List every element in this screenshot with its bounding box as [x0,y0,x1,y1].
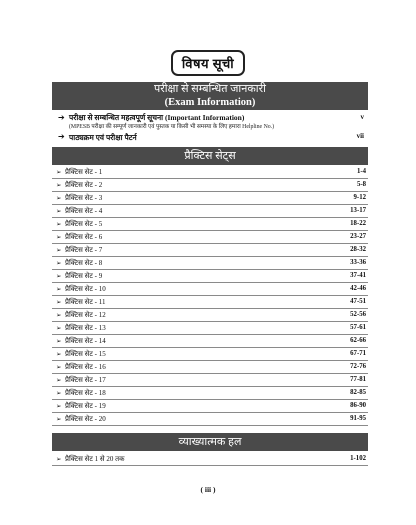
toc-row-label: प्रैक्टिस सेट - 15 [65,350,106,358]
info-item-title: परीक्षा से सम्बन्धित महत्वपूर्ण सूचना (Important Information) [69,113,245,122]
toc-row-practice-set-4[interactable] [52,206,368,218]
toc-row-pages: 23-27 [350,233,366,240]
arrow-icon: ➢ [56,338,62,345]
toc-row-pages: 1-4 [356,168,366,175]
page-title: विषय सूची [171,50,245,76]
toc-row-pages: 1-102 [350,455,366,462]
toc-row-pages: 42-46 [350,285,366,292]
info-item-title: पाठ्यक्रम एवं परीक्षा पैटर्न [69,133,137,142]
info-item-page: vii [356,132,364,140]
toc-row-pages: 28-32 [350,246,366,253]
arrow-icon: ➢ [56,273,62,280]
toc-row-pages: 91-95 [350,415,366,422]
practice-sets-heading: प्रैक्टिस सेट्स [52,147,368,165]
toc-row-pages: 33-36 [350,259,366,266]
arrow-icon: ➢ [56,351,62,358]
toc-row-practice-set-14[interactable] [52,336,368,348]
arrow-icon: ➢ [56,456,62,463]
exam-info-heading: परीक्षा से सम्बन्धित जानकारी [153,83,266,95]
toc-row-label: प्रैक्टिस सेट - 18 [65,389,106,397]
toc-row-label: प्रैक्टिस सेट - 4 [65,207,103,215]
exam-info-heading-banner [52,82,368,110]
toc-row-practice-set-5[interactable] [52,219,368,231]
toc-row-practice-set-16[interactable] [52,362,368,374]
arrow-icon: ➢ [56,312,62,319]
toc-row-pages: 5-8 [356,181,366,188]
toc-row-practice-set-9[interactable] [52,271,368,283]
arrow-icon: ➢ [56,325,62,332]
toc-row-practice-set-7[interactable] [52,245,368,257]
toc-row-label: प्रैक्टिस सेट - 13 [65,324,106,332]
toc-row-practice-set-19[interactable] [52,401,368,413]
toc-row-label: प्रैक्टिस सेट - 17 [65,376,106,384]
toc-row-practice-set-18[interactable] [52,388,368,400]
toc-row-practice-set-2[interactable] [52,180,368,192]
toc-row-practice-set-10[interactable] [52,284,368,296]
toc-row-pages: 72-76 [350,363,366,370]
arrow-icon: ➢ [56,169,62,176]
toc-row-pages: 86-90 [350,402,366,409]
arrow-right-icon: ➔ [58,132,65,141]
toc-row-practice-set-15[interactable] [52,349,368,361]
toc-row-practice-set-3[interactable] [52,193,368,205]
toc-row-label: प्रैक्टिस सेट - 2 [65,181,103,189]
explanation-heading: व्याख्यात्मक हल [52,433,368,451]
toc-row-pages: 47-51 [350,298,366,305]
toc-row-practice-set-1[interactable] [52,167,368,179]
toc-row-label: प्रैक्टिस सेट 1 से 20 तक [65,455,125,463]
arrow-icon: ➢ [56,416,62,423]
arrow-icon: ➢ [56,390,62,397]
toc-row-pages: 18-22 [350,220,366,227]
arrow-icon: ➢ [56,182,62,189]
info-item-syllabus[interactable] [52,132,368,144]
toc-row-pages: 77-81 [350,376,366,383]
toc-row-label: प्रैक्टिस सेट - 11 [65,298,106,306]
toc-row-label: प्रैक्टिस सेट - 5 [65,220,103,228]
toc-row-practice-set-12[interactable] [52,310,368,322]
arrow-icon: ➢ [56,377,62,384]
toc-row-pages: 9-12 [353,194,366,201]
toc-row-pages: 62-66 [350,337,366,344]
arrow-right-icon: ➔ [58,113,65,122]
arrow-icon: ➢ [56,299,62,306]
arrow-icon: ➢ [56,260,62,267]
toc-row-label: प्रैक्टिस सेट - 6 [65,233,103,241]
toc-row-label: प्रैक्टिस सेट - 19 [65,402,106,410]
arrow-icon: ➢ [56,208,62,215]
arrow-icon: ➢ [56,221,62,228]
toc-row-practice-set-13[interactable] [52,323,368,335]
info-item-note: (MPESB परीक्षा की सम्पूर्ण जानकारी एवं पुस्तक या किसी भी समस्या के लिए हमारा Helpline No.) [69,124,275,130]
arrow-icon: ➢ [56,286,62,293]
arrow-icon: ➢ [56,403,62,410]
arrow-icon: ➢ [56,195,62,202]
arrow-icon: ➢ [56,247,62,254]
toc-row-label: प्रैक्टिस सेट - 1 [65,168,103,176]
toc-row-label: प्रैक्टिस सेट - 16 [65,363,106,371]
toc-row-practice-set-20[interactable] [52,414,368,426]
toc-row-pages: 37-41 [350,272,366,279]
toc-row-pages: 57-61 [350,324,366,331]
exam-info-heading-english: (Exam Information) [164,97,256,108]
toc-row-pages: 82-85 [350,389,366,396]
info-item-page: v [360,113,364,121]
toc-row-label: प्रैक्टिस सेट - 20 [65,415,106,423]
toc-row-pages: 52-56 [350,311,366,318]
toc-row-label: प्रैक्टिस सेट - 14 [65,337,106,345]
page-number: ( iii ) [200,485,216,494]
toc-row-practice-set-8[interactable] [52,258,368,270]
toc-row-practice-set-17[interactable] [52,375,368,387]
toc-row-practice-set-11[interactable] [52,297,368,309]
toc-row-pages: 67-71 [350,350,366,357]
toc-row-practice-set-6[interactable] [52,232,368,244]
toc-row-label: प्रैक्टिस सेट - 3 [65,194,103,202]
toc-row-label: प्रैक्टिस सेट - 10 [65,285,106,293]
toc-row-label: प्रैक्टिस सेट - 7 [65,246,103,254]
toc-row-explanations[interactable] [52,454,368,466]
toc-row-label: प्रैक्टिस सेट - 9 [65,272,103,280]
toc-row-label: प्रैक्टिस सेट - 12 [65,311,106,319]
arrow-icon: ➢ [56,234,62,241]
arrow-icon: ➢ [56,364,62,371]
toc-row-pages: 13-17 [350,207,366,214]
toc-row-label: प्रैक्टिस सेट - 8 [65,259,103,267]
